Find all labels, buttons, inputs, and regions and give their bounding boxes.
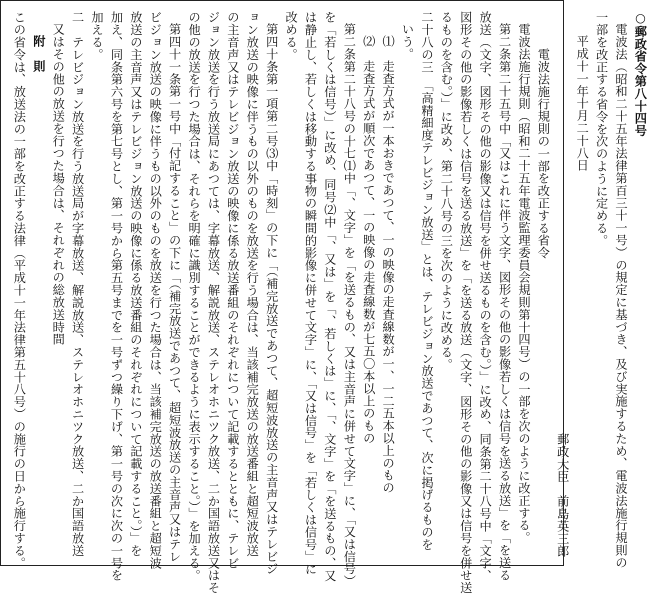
supplementary-provisions-heading: 附 則 <box>31 35 46 73</box>
text-line: の他の放送を行つた場合は、それらを明確に識別することができるように表示すること。）」を加える。 <box>187 11 202 582</box>
text-line: の主音声又はテレビジョン放送の映像に係る放送番組のそれぞれについて記載するとともに、テレビ <box>225 11 240 569</box>
text-line: 第二条第二十五号中「又はこれに伴う文字、図形その他の影像若しくは信号を送る放送」を「を送る <box>497 23 512 582</box>
text-line: ジョン放送を行う放送局にあつては、字幕放送、解説放送、ステレオホニツク放送、二か国語放送又はそ <box>206 11 221 594</box>
text-line: 第四十条第一項第二号⑶中「時刻」の下に「（補完放送であつて、超短波放送の主音声又はテレビジ <box>264 23 279 576</box>
text-line: いう。 <box>400 23 415 61</box>
text-line: 電波法施行規則（昭和二十五年電波監理委員会規則第十四号）の一部を次のように改正する。 <box>516 23 531 544</box>
text-line: 図形その他の影像若しくは信号を送る放送」を「を送る放送（文字、図形その他の影像又は信号を併せ送 <box>458 11 473 594</box>
text-line: ビジョン放送の映像に伴うもの以外のものを放送を行つた場合は、当該補完放送の放送番組と超短波 <box>148 11 163 569</box>
text-line: 電波法（昭和二十五年法律第百三十一号）の規定に基づき、及び実施するため、電波法施行規則の <box>614 23 628 569</box>
text-line: るものを含む。）」に改め、第二十八号の三を次のように改める。 <box>439 11 454 371</box>
text-line: 二十八の三 「高精細度テレビジョン放送」とは、テレビジョン放送であつて、次に掲げるものを <box>419 11 434 551</box>
text-line: 改める。 <box>284 11 299 61</box>
text-line: ョン放送の映像に伴うもの以外のものを放送を行う場合は、当該補完放送の放送番組と超短波放送 <box>245 11 260 557</box>
text-line: を「若しくは信号）」に改め、同号⑵中「、又は」を「、若しくは」に、「、文字」を「を送るもの、又 <box>322 11 337 582</box>
list-item: 二 テレビジョン放送を行う放送局が字幕放送、解説放送、ステレオホニツク放送、二か国語放送 <box>70 11 85 557</box>
ordinance-title: 電波法施行規則の一部を改正する省令 <box>536 47 551 259</box>
text-line: 加え、同条第六号を第七号とし、第一号から第五号までを一号ずつ繰り下げ、第一号の次に次の一号を <box>109 11 124 582</box>
date-line: 平成十一年十月二十八日 <box>575 35 590 172</box>
text-line: 第二条第二十八号の十七⑴中「、文字」を「を送るもの、又は主音声に併せて文字」に、「又は信号） <box>342 23 357 588</box>
gazette-text-columns <box>9 11 649 594</box>
text-line: 放送の主音声又はテレビジョン放送の映像に係る放送番組のそれぞれについて記載すること。）」を <box>128 11 143 557</box>
ordinance-number-heading: ○郵政省令第八十四号 <box>633 11 648 137</box>
text-line: は静止し、若しくは移動する事物の瞬間的影像に併せて文字」に、「又は信号」を「若しくは信号」に <box>303 11 318 576</box>
text-line: 又はその他の放送を行つた場合は、それぞれの総放送時間 <box>51 23 66 346</box>
list-item: ⑵ 走査方式が順次であつて、一の映像の走査線数が七五〇本以上のもの <box>361 35 376 445</box>
text-line: 加える。 <box>90 11 105 61</box>
minister-signature-line: 郵政大臣 前島英三郎 <box>555 433 570 557</box>
text-line: 放送（文字、図形その他の影像又は信号を併せ送るものを含む。）」に改め、同条第二十八号中「文字、 <box>478 11 493 582</box>
text-line: この省令は、放送法の一部を改正する法律（平成十一年法律第五十八号）の施行の日から施行する。 <box>12 11 27 569</box>
text-line: 一部を改正する省令を次のように定める。 <box>594 11 609 247</box>
text-line: 第四十一条第一号中「付記すること」の下に「（補完放送であつて、超短波放送の主音声又はテレ <box>167 23 182 563</box>
list-item: ⑴ 走査方式が一本おきであつて、一の映像の走査線数が一、一二五本以上のもの <box>381 35 396 495</box>
